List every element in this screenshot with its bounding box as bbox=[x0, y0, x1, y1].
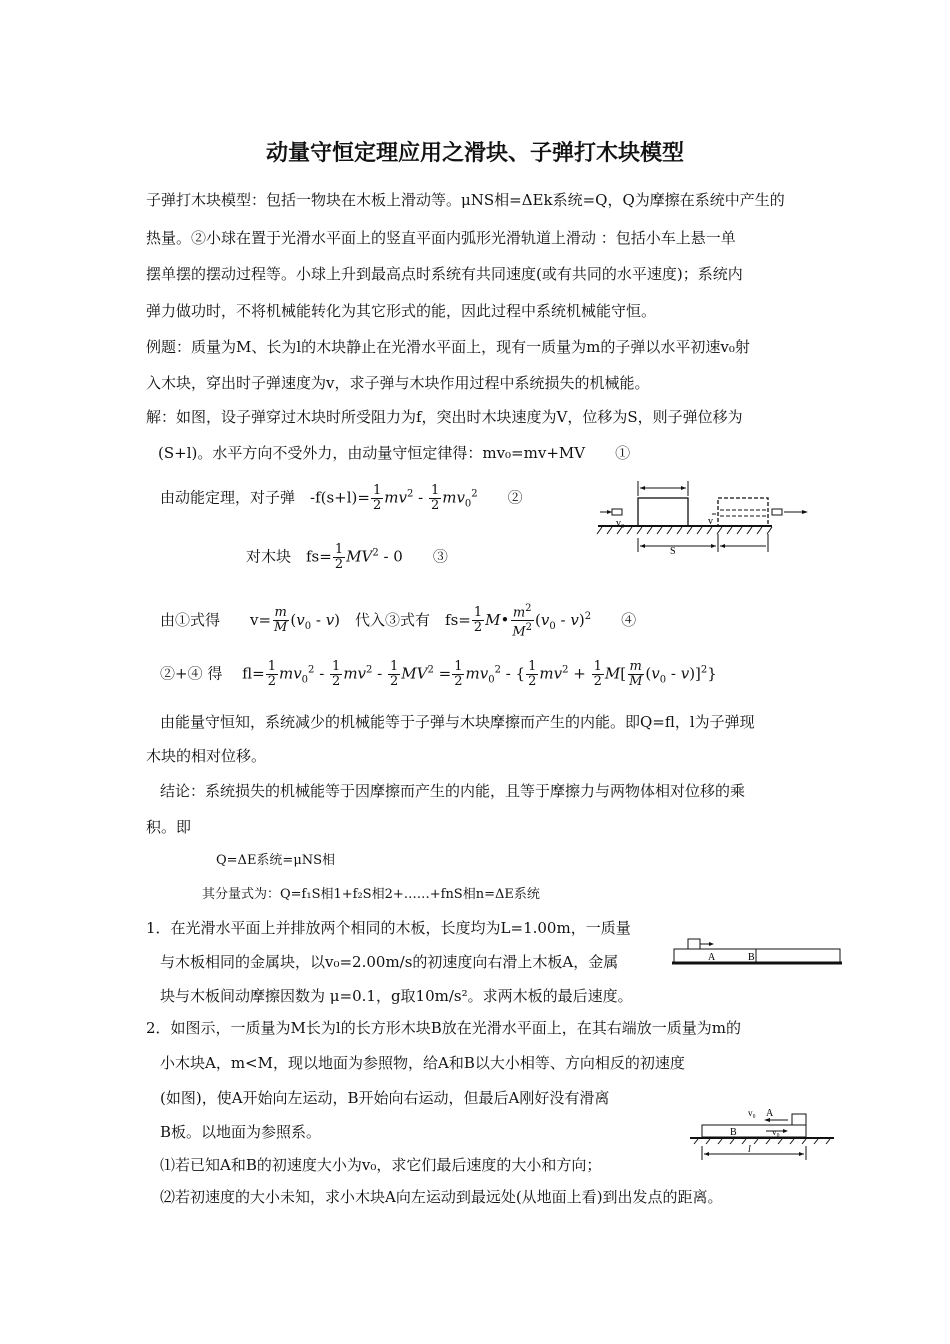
bullet-block-figure bbox=[594, 476, 816, 568]
para-line: 例题：质量为M、长为l的木块静止在光滑水平面上，现有一质量为m的子弹以水平初速v₀射 bbox=[146, 338, 750, 356]
page-title: 动量守恒定理应用之滑块、子弹打木块模型 bbox=[265, 141, 684, 166]
v0-label: v₀ bbox=[616, 518, 625, 529]
length-label: l bbox=[748, 1144, 751, 1155]
para-line: 解：如图，设子弹穿过木块时所受阻力为f，突出时木块速度为V，位移为S，则子弹位移为 bbox=[146, 408, 743, 426]
formula-line: 其分量式为：Q=f₁S相1+f₂S相2+……+fnS相n=ΔE系统 bbox=[202, 887, 540, 902]
equation-sum: ②+④ 得 fl= $\frac{1}{2}$ $mv_0^2$ - $\frac{1}{2}$ $mv^2$ - $\frac{1}{2}$ $MV^2$ = $\frac{1}{2}$ $mv_0^2$ - { $\frac{1}{2}$ $mv^2$ + $\frac{1}{2}$ M[ $\frac{m}{M}$ $(v_0 - v)]^2$} bbox=[160, 659, 717, 689]
block-a-label: A bbox=[766, 1108, 774, 1119]
question-2-line: 小木块A，m<M，现以地面为参照物，给A和B以大小相等、方向相反的初速度 bbox=[160, 1054, 685, 1072]
question-2-line: B板。以地面为参照系。 bbox=[160, 1123, 322, 1141]
question-2-line: ⑴若已知A和B的初速度大小为v₀，求它们最后速度的大小和方向； bbox=[160, 1156, 602, 1174]
para-line: 木块的相对位移。 bbox=[146, 747, 267, 765]
question-1-line: 与木板相同的金属块，以v₀=2.00m/s的初速度向右滑上木板A，金属 bbox=[160, 953, 619, 971]
para-line: 子弹打木块模型：包括一物块在木板上滑动等。μNS相=ΔEk系统=Q，Q为摩擦在系统中产生的 bbox=[146, 191, 785, 209]
para-line: 结论：系统损失的机械能等于因摩擦而产生的内能，且等于摩擦力与两物体相对位移的乘 bbox=[160, 782, 746, 800]
para-line: 由能量守恒知，系统减少的机械能等于子弹与木块摩擦而产生的内能。即Q=fl，l为子弹现 bbox=[160, 713, 755, 731]
v-label: v bbox=[708, 516, 713, 527]
para-line: (S+l)。水平方向不受外力，由动量守恒定律得：mv₀=mv+MV ① bbox=[158, 444, 631, 462]
para-line: 摆单摆的摆动过程等。小球上升到最高点时系统有共同速度(或有共同的水平速度)；系统内 bbox=[146, 265, 743, 283]
v0-a-label: v₀ bbox=[748, 1108, 756, 1118]
para-line: 入木块，穿出时子弹速度为v，求子弹与木块作用过程中系统损失的机械能。 bbox=[146, 374, 650, 392]
block-board-figure bbox=[688, 1104, 838, 1164]
equation-kinetic-block: 对木块 fs= $\frac{1}{2}$ $MV^2 - 0$ ③ bbox=[246, 542, 448, 572]
v0-b-label: v₀ bbox=[772, 1127, 780, 1137]
question-2-line: ⑵若初速度的大小未知，求小木块A向左运动到最远处(从地面上看)到出发点的距离。 bbox=[160, 1188, 723, 1206]
formula-line: Q=ΔE系统=μNS相 bbox=[216, 853, 336, 868]
board-b-label: B bbox=[730, 1127, 737, 1138]
equation-kinetic-bullet: 由动能定理，对子弹 -f(s+l)= $\frac{1}{2}$ $mv^2$ - $\frac{1}{2}$ $mv_0^2$ ② bbox=[160, 483, 523, 513]
board-a-label: A bbox=[708, 952, 716, 963]
question-1-line: 块与木板间动摩擦因数为 μ=0.1，g取10m/s²。求两木板的最后速度。 bbox=[160, 987, 633, 1005]
para-line: 弹力做功时，不将机械能转化为其它形式的能，因此过程中系统机械能守恒。 bbox=[146, 302, 657, 320]
question-2-line: 2．如图示，一质量为M长为l的长方形木块B放在光滑水平面上，在其右端放一质量为m的 bbox=[146, 1019, 741, 1037]
s-label: S bbox=[670, 546, 676, 557]
board-b-label: B bbox=[748, 952, 755, 963]
question-1-line: 1．在光滑水平面上并排放两个相同的木板，长度均为L=1.00m，一质量 bbox=[146, 919, 631, 937]
two-boards-figure bbox=[672, 934, 844, 974]
equation-substitution: 由①式得 v= $\frac{m}{M}$ $(v_0 - v)$ 代入③式有 fs= $\frac{1}{2}$ M• $\frac{m^2}{M^2}$ $(v_0 - v)^2$ ④ bbox=[160, 603, 637, 640]
para-line: 积。即 bbox=[146, 818, 192, 836]
para-line: 热量。②小球在置于光滑水平面上的竖直平面内弧形光滑轨道上滑动 ：包括小车上悬一单 bbox=[146, 229, 736, 247]
question-2-line: (如图)，使A开始向左运动，B开始向右运动，但最后A刚好没有滑离 bbox=[160, 1089, 610, 1107]
